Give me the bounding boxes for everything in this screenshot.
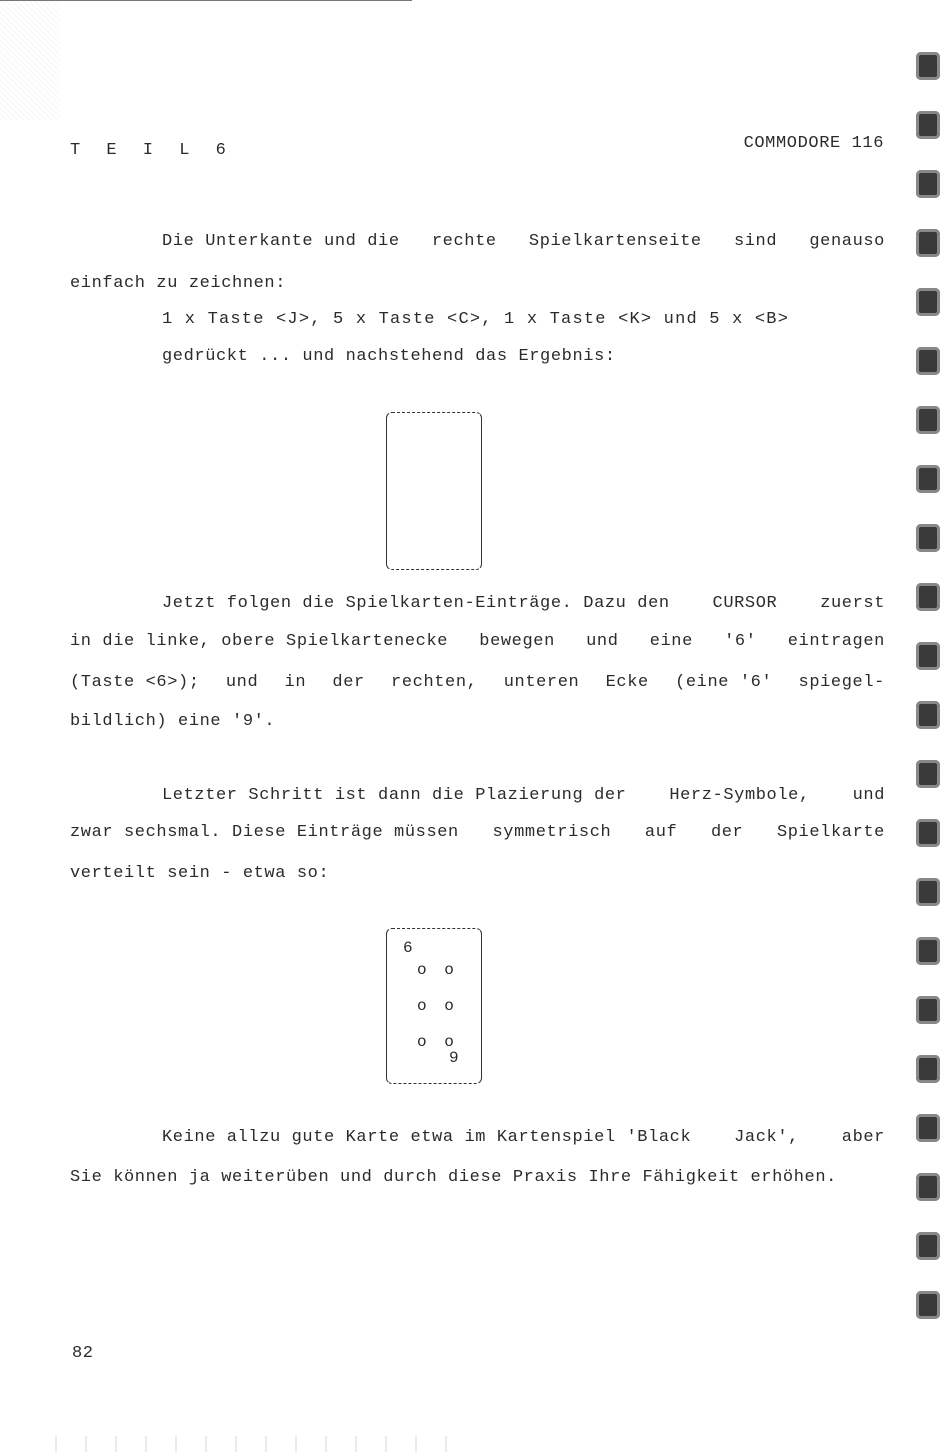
heart-row-2: o o — [417, 997, 458, 1015]
binder-hole — [916, 347, 940, 375]
binder-hole — [916, 111, 940, 139]
page-number: 82 — [72, 1344, 94, 1363]
p2-line-2: in die linke, obere Spielkartenecke bewegen und eine '6' eintragen — [70, 632, 885, 651]
binder-hole — [916, 288, 940, 316]
binder-hole — [916, 701, 940, 729]
p4-line-2: Sie können ja weiterüben und durch diese Praxis Ihre Fähigkeit erhöhen. — [70, 1168, 837, 1187]
p1-line-4: gedrückt ... und nachstehend das Ergebnis: — [162, 347, 616, 366]
binder-hole — [916, 1173, 940, 1201]
top-rule — [0, 0, 412, 1]
binder-hole — [916, 819, 940, 847]
p2-line-4: bildlich) eine '9'. — [70, 712, 276, 731]
binder-hole — [916, 937, 940, 965]
empty-card-drawing — [386, 412, 482, 570]
p3-line-1: Letzter Schritt ist dann die Plazierung der Herz-Symbole, und — [162, 786, 885, 805]
binder-hole — [916, 229, 940, 257]
p3-line-2: zwar sechsmal. Diese Einträge müssen symmetrisch auf der Spielkarte — [70, 823, 885, 842]
binder-hole — [916, 760, 940, 788]
binder-hole — [916, 1114, 940, 1142]
card-corner-6: 6 — [403, 939, 414, 957]
chapter-label: T E I L 6 — [70, 141, 234, 160]
p1-line-3: 1 x Taste <J>, 5 x Taste <C>, 1 x Taste <K> und 5 x <B> — [162, 310, 790, 329]
p1-line-1: Die Unterkante und die rechte Spielkartenseite sind genauso — [162, 232, 885, 251]
card-corner-9: 9 — [449, 1049, 460, 1067]
binder-hole — [916, 1232, 940, 1260]
binder-hole — [916, 1055, 940, 1083]
p4-line-1: Keine allzu gute Karte etwa im Kartenspiel 'Black Jack', aber — [162, 1128, 885, 1147]
binder-hole — [916, 996, 940, 1024]
heart-row-3: o o — [417, 1033, 458, 1051]
p2-line-3: (Taste <6>); und in der rechten, unteren Ecke (eine '6' spiegel- — [70, 673, 885, 692]
binder-hole — [916, 1291, 940, 1319]
binder-hole — [916, 583, 940, 611]
filled-card-drawing — [386, 928, 482, 1084]
scan-edge-artifact — [55, 1436, 475, 1452]
p2-line-1: Jetzt folgen die Spielkarten-Einträge. Dazu den CURSOR zuerst — [162, 594, 885, 613]
heart-row-1: o o — [417, 961, 458, 979]
binder-hole — [916, 406, 940, 434]
binder-hole — [916, 465, 940, 493]
binder-hole — [916, 170, 940, 198]
binder-hole — [916, 878, 940, 906]
p1-line-2: einfach zu zeichnen: — [70, 274, 287, 293]
binder-hole — [916, 524, 940, 552]
book-title: COMMODORE 116 — [743, 134, 884, 153]
binder-hole — [916, 52, 940, 80]
binder-hole — [916, 642, 940, 670]
scan-artifact — [0, 0, 60, 120]
p3-line-3: verteilt sein - etwa so: — [70, 864, 330, 883]
